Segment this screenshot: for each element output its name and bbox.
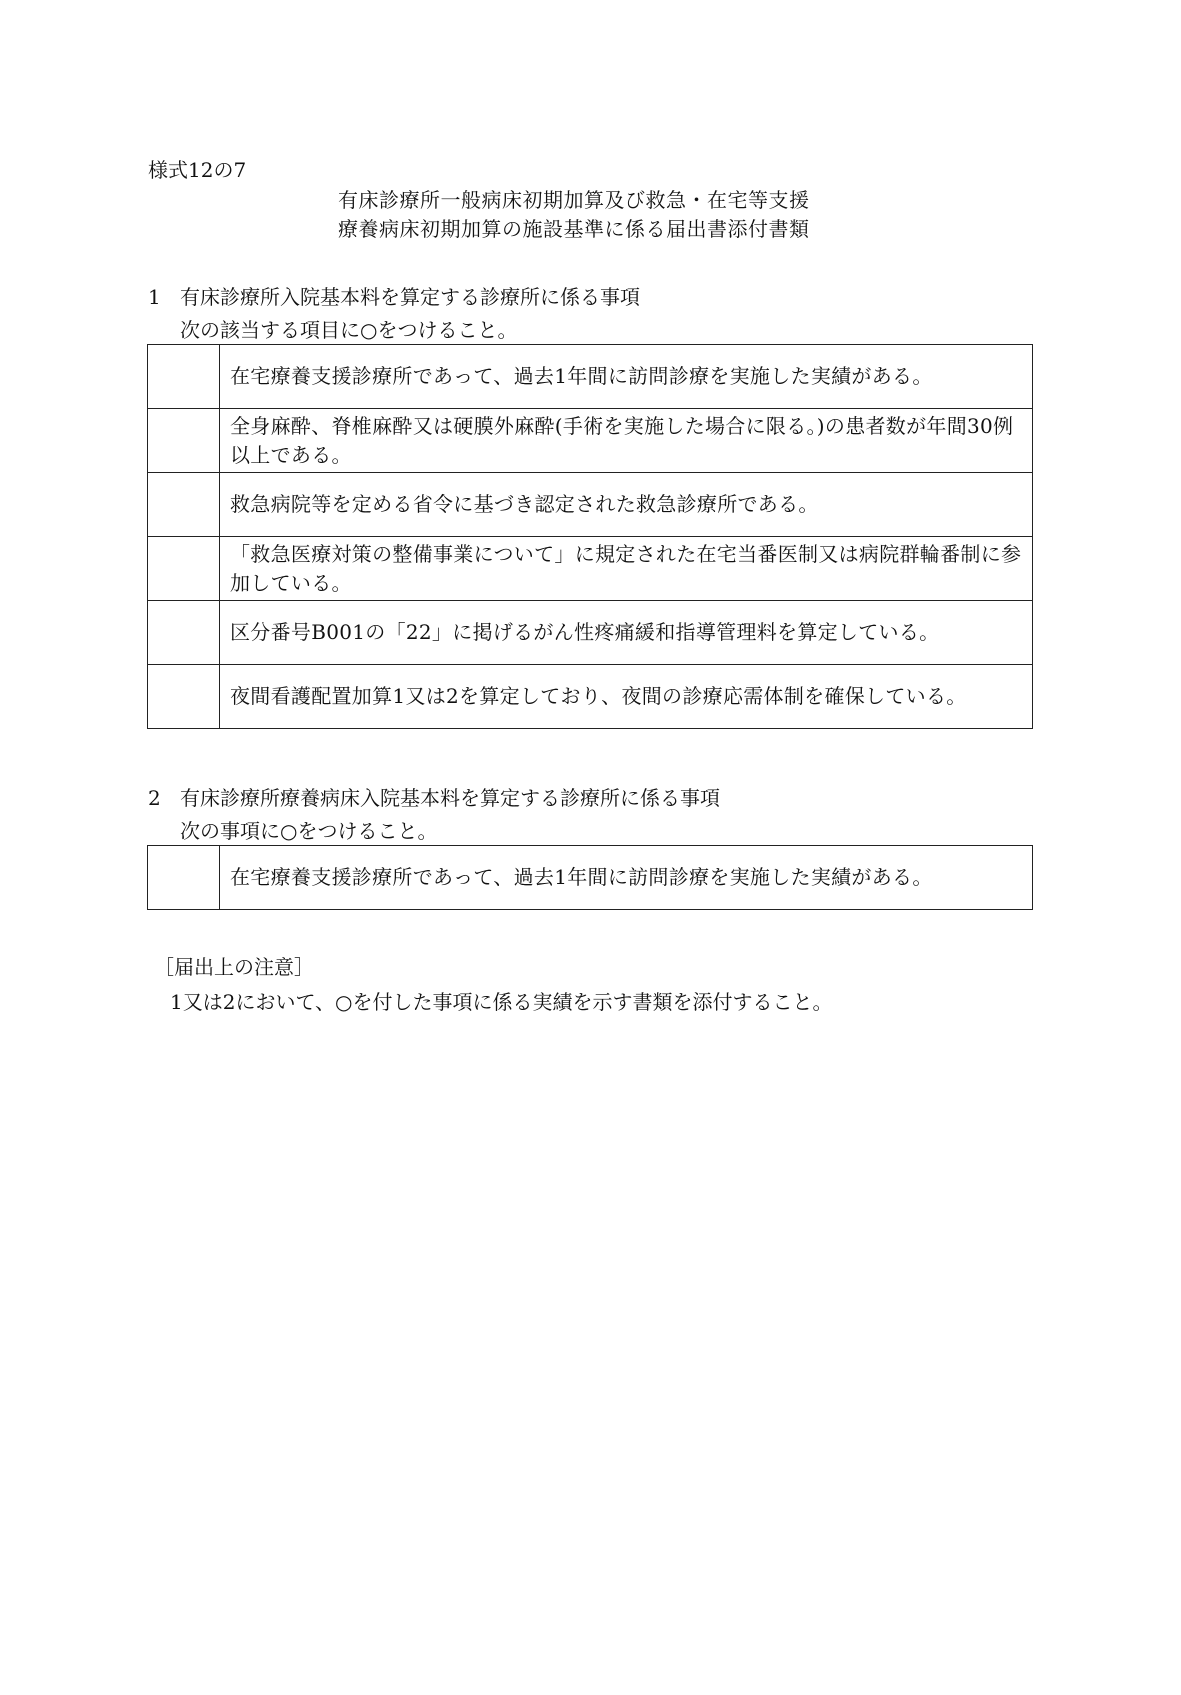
table-row bbox=[148, 537, 1033, 601]
check-cell[interactable] bbox=[148, 473, 220, 537]
section-1-heading bbox=[148, 281, 640, 310]
item-text: 夜間看護配置加算1又は2を算定しており、夜間の診療応需体制を確保している。 bbox=[220, 665, 1033, 729]
notes-body: 1又は2において、○を付した事項に係る実績を示す書類を添付すること。 bbox=[170, 990, 833, 1014]
check-cell[interactable] bbox=[148, 345, 220, 409]
section-2-number: 2 bbox=[148, 786, 161, 810]
document-title-line-1: 有床診療所一般病床初期加算及び救急・在宅等支援 bbox=[338, 188, 810, 212]
item-text: 「救急医療対策の整備事業について」に規定された在宅当番医制又は病院群輪番制に参加している。 bbox=[220, 537, 1033, 601]
section-1-title: 有床診療所入院基本料を算定する診療所に係る事項 bbox=[180, 285, 640, 309]
check-cell[interactable] bbox=[148, 601, 220, 665]
notes-heading: ［届出上の注意］ bbox=[154, 955, 314, 979]
item-text: 区分番号B001の「22」に掲げるがん性疼痛緩和指導管理料を算定している。 bbox=[220, 601, 1033, 665]
item-text: 救急病院等を定める省令に基づき認定された救急診療所である。 bbox=[220, 473, 1033, 537]
table-row bbox=[148, 665, 1033, 729]
section-1-instruction: 次の該当する項目に○をつけること。 bbox=[180, 318, 518, 342]
item-text: 全身麻酔、脊椎麻酔又は硬膜外麻酔(手術を実施した場合に限る。)の患者数が年間30例以上である。 bbox=[220, 409, 1033, 473]
table-row bbox=[148, 473, 1033, 537]
section-1-number: 1 bbox=[148, 285, 161, 309]
table-row bbox=[148, 409, 1033, 473]
document-title-line-2: 療養病床初期加算の施設基準に係る届出書添付書類 bbox=[338, 217, 810, 241]
table-row bbox=[148, 345, 1033, 409]
section-2-instruction: 次の事項に○をつけること。 bbox=[180, 819, 438, 843]
section-2-checklist-table bbox=[147, 845, 1033, 910]
section-2-title: 有床診療所療養病床入院基本料を算定する診療所に係る事項 bbox=[180, 786, 720, 810]
check-cell[interactable] bbox=[148, 665, 220, 729]
table-row bbox=[148, 601, 1033, 665]
item-text: 在宅療養支援診療所であって、過去1年間に訪問診療を実施した実績がある。 bbox=[220, 345, 1033, 409]
check-cell[interactable] bbox=[148, 846, 220, 910]
form-number: 様式12の7 bbox=[148, 158, 247, 182]
check-cell[interactable] bbox=[148, 409, 220, 473]
section-2-heading bbox=[148, 782, 720, 811]
section-1-checklist-table bbox=[147, 344, 1033, 729]
check-cell[interactable] bbox=[148, 537, 220, 601]
item-text: 在宅療養支援診療所であって、過去1年間に訪問診療を実施した実績がある。 bbox=[220, 846, 1033, 910]
table-row bbox=[148, 846, 1033, 910]
